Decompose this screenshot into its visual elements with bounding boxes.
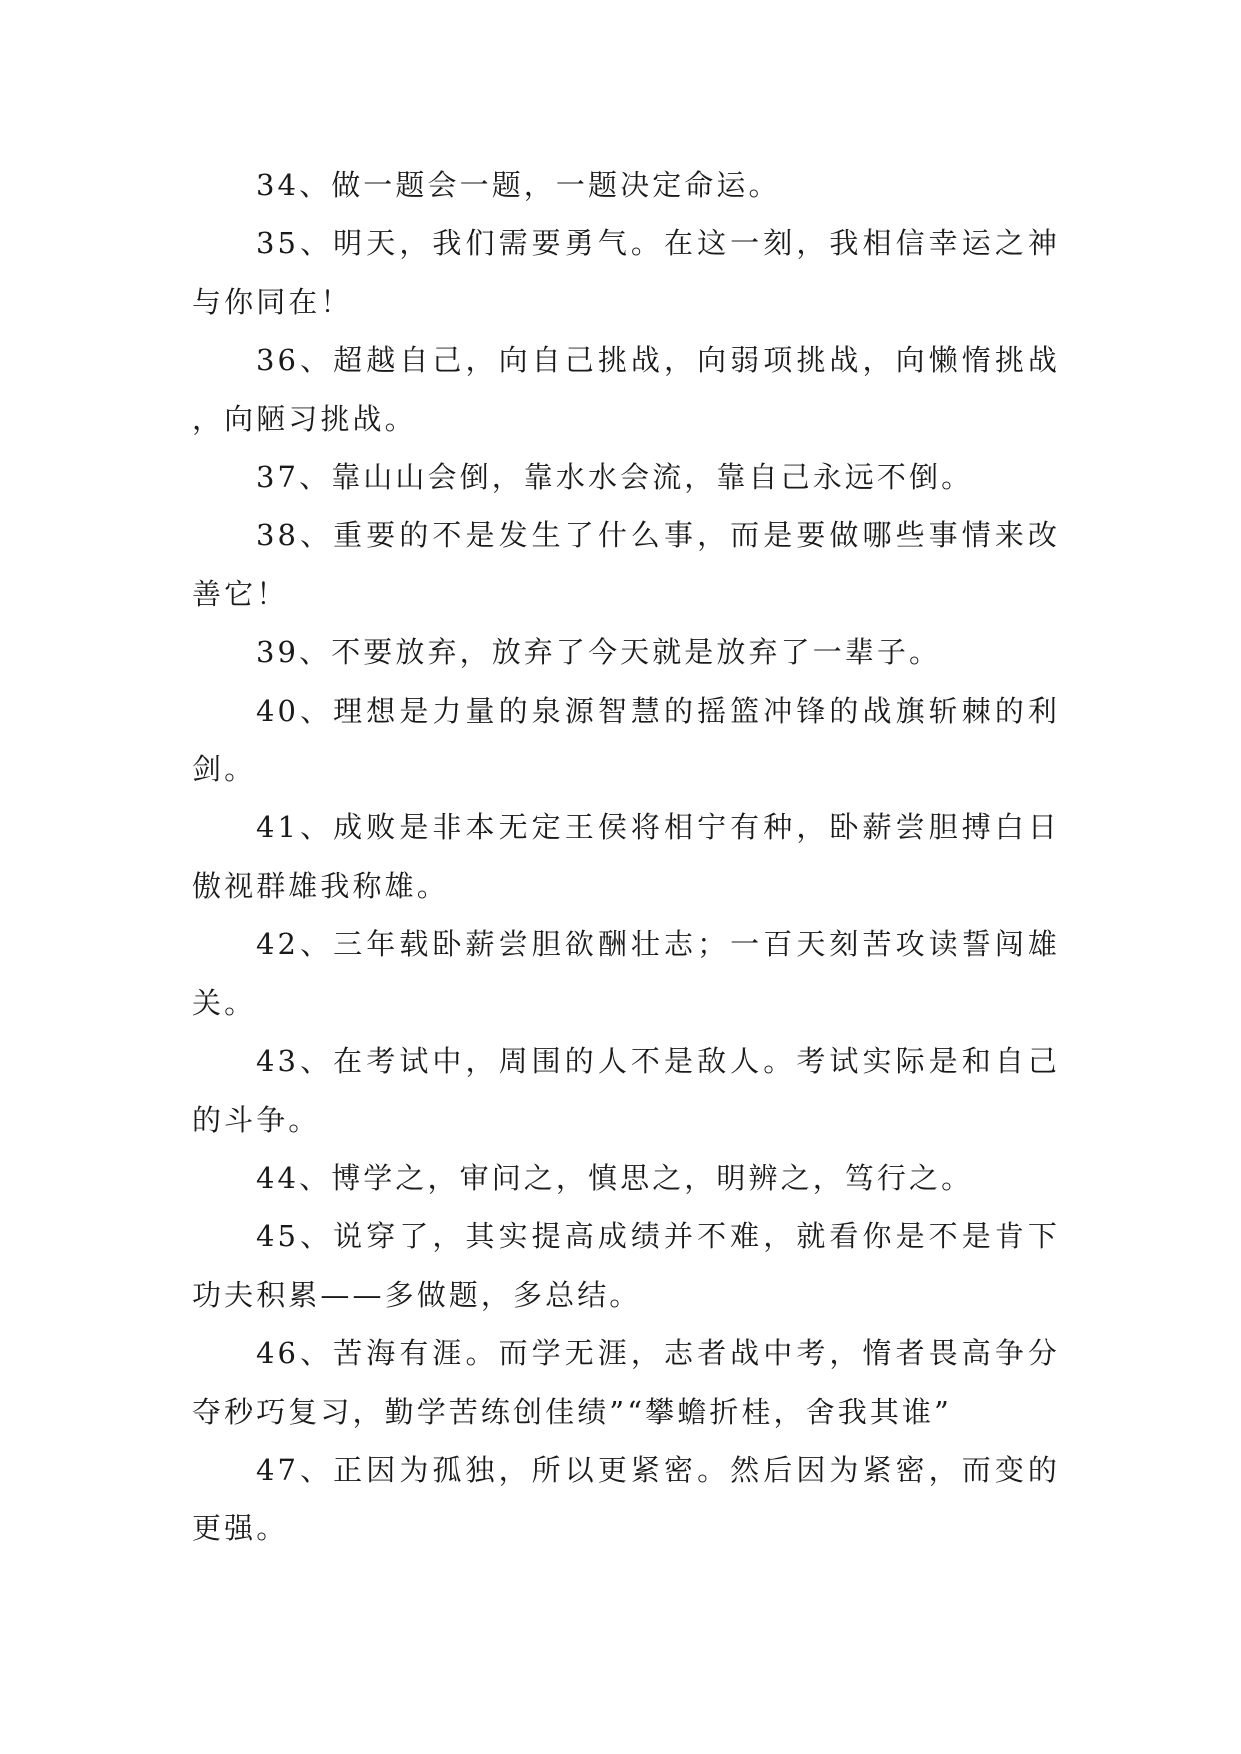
- paragraph-44: 44、博学之，审问之，慎思之，明辨之，笃行之。: [256, 1160, 974, 1195]
- paragraph-40: 40、理想是力量的泉源智慧的摇篮冲锋的战旗斩棘的利剑。: [192, 693, 1060, 787]
- document-body: [192, 156, 1060, 1558]
- paragraph-34: 34、做一题会一题，一题决定命运。: [256, 168, 781, 202]
- paragraph-46: 46、苦海有涯。而学无涯，志者战中考，惰者畏高争分夺秒巧复习，勤学苦练创佳绩”“攀蟾折桂，舍我其谁”: [192, 1336, 1060, 1429]
- paragraph-41: 41、成败是非本无定王侯将相宁有种，卧薪尝胆搏白日傲视群雄我称雄。: [192, 810, 1060, 903]
- paragraph-38: 38、重要的不是发生了什么事，而是要做哪些事情来改善它！: [192, 518, 1060, 611]
- paragraph-39: 39、不要放弃，放弃了今天就是放弃了一辈子。: [256, 635, 942, 670]
- paragraph-43: 43、在考试中，周围的人不是敌人。考试实际是和自己的斗争。: [192, 1044, 1060, 1137]
- paragraph-35: 35、明天，我们需要勇气。在这一刻，我相信幸运之神与你同在！: [192, 226, 1060, 319]
- paragraph-42: 42、三年载卧薪尝胆欲酬壮志；一百天刻苦攻读誓闯雄关。: [192, 927, 1060, 1020]
- paragraph-37: 37、靠山山会倒，靠水水会流，靠自己永远不倒。: [256, 460, 974, 495]
- paragraph-36: 36、超越自己，向自己挑战，向弱项挑战，向懒惰挑战，向陋习挑战。: [192, 343, 1060, 436]
- paragraph-45: 45、说穿了，其实提高成绩并不难，就看你是不是肯下功夫积累——多做题，多总结。: [192, 1219, 1060, 1312]
- paragraph-47: 47、正因为孤独，所以更紧密。然后因为紧密，而变的更强。: [192, 1452, 1060, 1546]
